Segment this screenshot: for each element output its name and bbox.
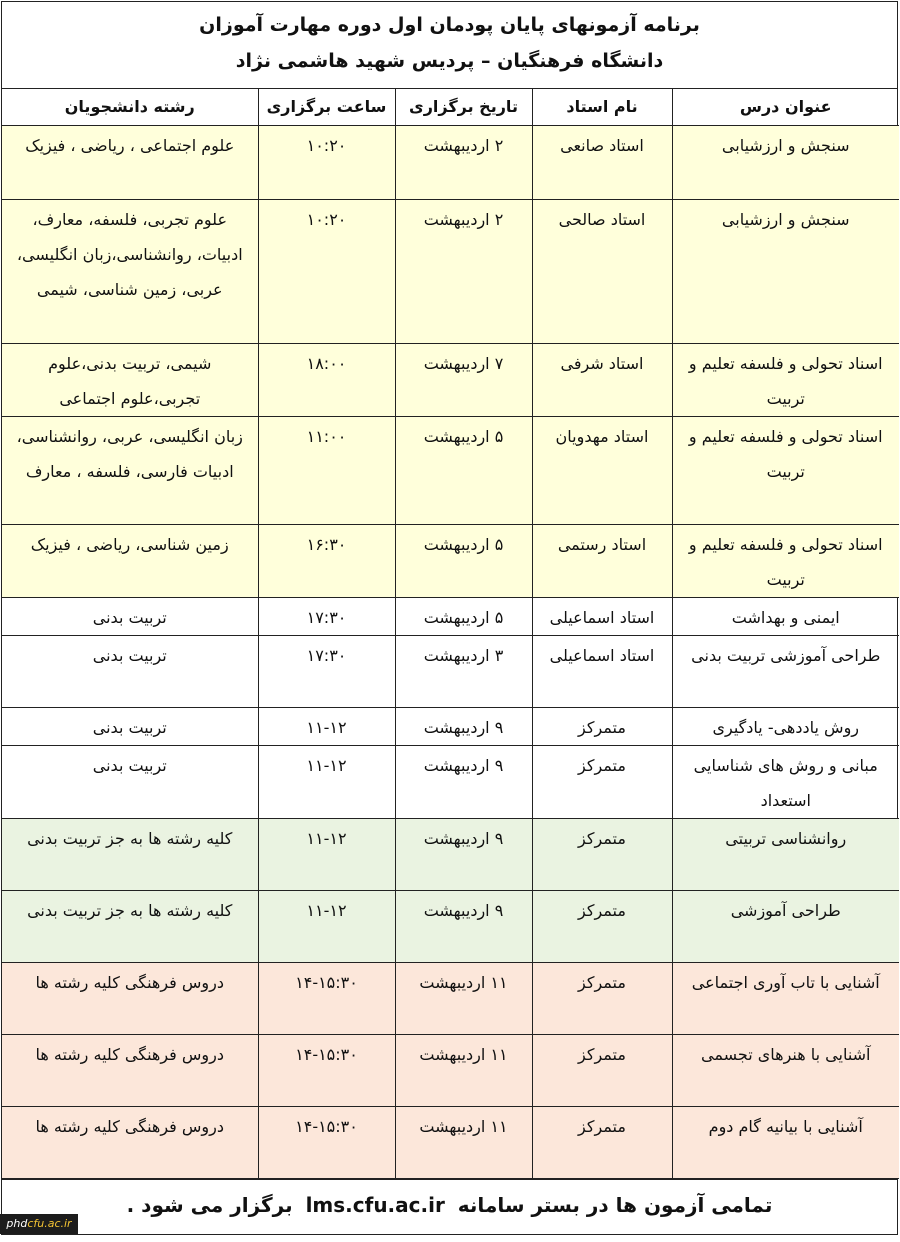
course-cell: سنجش و ارزشیابی bbox=[672, 199, 899, 343]
fields-cell: دروس فرهنگی کلیه رشته ها bbox=[2, 1106, 258, 1178]
time-cell: ۱۰:۲۰ bbox=[258, 199, 395, 343]
watermark-domain: cfu.ac.ir bbox=[27, 1217, 72, 1230]
title-line-1: برنامه آزمونهای پایان پودمان اول دوره مهارت آموزان bbox=[199, 14, 700, 36]
date-cell: ۹ اردیبهشت bbox=[395, 890, 532, 962]
fields-cell: دروس فرهنگی کلیه رشته ها bbox=[2, 1034, 258, 1106]
instructor-cell: استاد اسماعیلی bbox=[532, 635, 672, 707]
site-watermark bbox=[0, 1214, 78, 1234]
footer-text-after: برگزار می شود . bbox=[126, 1192, 293, 1217]
table-row bbox=[2, 890, 899, 962]
instructor-cell: استاد صانعی bbox=[532, 125, 672, 199]
time-cell: ۱۸:۰۰ bbox=[258, 343, 395, 416]
date-cell: ۷ اردیبهشت bbox=[395, 343, 532, 416]
table-row bbox=[2, 707, 899, 745]
date-cell: ۵ اردیبهشت bbox=[395, 416, 532, 524]
date-cell: ۱۱ اردیبهشت bbox=[395, 1034, 532, 1106]
course-cell: اسناد تحولی و فلسفه تعلیم و تربیت bbox=[672, 524, 899, 597]
course-cell: مبانی و روش های شناسایی استعداد bbox=[672, 745, 899, 818]
table-row bbox=[2, 635, 899, 707]
fields-cell: زبان انگلیسی، عربی، روانشناسی، ادبیات فارسی، فلسفه ، معارف bbox=[2, 416, 258, 524]
footer-text-before: تمامی آزمون ها در بستر سامانه bbox=[457, 1192, 773, 1217]
time-cell: ۱۴-۱۵:۳۰ bbox=[258, 1034, 395, 1106]
table-row bbox=[2, 1034, 899, 1106]
table-row bbox=[2, 818, 899, 890]
instructor-cell: استاد اسماعیلی bbox=[532, 597, 672, 635]
date-cell: ۵ اردیبهشت bbox=[395, 597, 532, 635]
schedule-table bbox=[2, 89, 899, 1179]
time-cell: ۱۴-۱۵:۳۰ bbox=[258, 1106, 395, 1178]
course-cell: آشنایی با بیانیه گام دوم bbox=[672, 1106, 899, 1178]
table-row bbox=[2, 125, 899, 199]
instructor-cell: استاد رستمی bbox=[532, 524, 672, 597]
time-cell: ۱۰:۲۰ bbox=[258, 125, 395, 199]
course-cell: آشنایی با تاب آوری اجتماعی bbox=[672, 962, 899, 1034]
table-row bbox=[2, 745, 899, 818]
date-cell: ۲ اردیبهشت bbox=[395, 199, 532, 343]
course-cell: سنجش و ارزشیابی bbox=[672, 125, 899, 199]
instructor-cell: متمرکز bbox=[532, 1034, 672, 1106]
fields-cell: تربیت بدنی bbox=[2, 707, 258, 745]
instructor-cell: متمرکز bbox=[532, 818, 672, 890]
course-cell: طراحی آموزشی تربیت بدنی bbox=[672, 635, 899, 707]
title-line-2: دانشگاه فرهنگیان – پردیس شهید هاشمی نژاد bbox=[235, 50, 664, 72]
instructor-cell: متمرکز bbox=[532, 707, 672, 745]
table-row bbox=[2, 199, 899, 343]
course-cell: طراحی آموزشی bbox=[672, 890, 899, 962]
time-cell: ۱۱:۰۰ bbox=[258, 416, 395, 524]
table-row bbox=[2, 1106, 899, 1178]
fields-cell: علوم اجتماعی ، ریاضی ، فیزیک bbox=[2, 125, 258, 199]
table-row bbox=[2, 962, 899, 1034]
time-cell: ۱۱-۱۲ bbox=[258, 818, 395, 890]
date-cell: ۱۱ اردیبهشت bbox=[395, 1106, 532, 1178]
date-cell: ۲ اردیبهشت bbox=[395, 125, 532, 199]
time-cell: ۱۱-۱۲ bbox=[258, 707, 395, 745]
fields-cell: کلیه رشته ها به جز تربیت بدنی bbox=[2, 818, 258, 890]
schedule-title bbox=[2, 2, 897, 89]
course-cell: روش یاددهی- یادگیری bbox=[672, 707, 899, 745]
date-cell: ۹ اردیبهشت bbox=[395, 745, 532, 818]
header-instructor: نام استاد bbox=[532, 89, 672, 125]
course-cell: ایمنی و بهداشت bbox=[672, 597, 899, 635]
date-cell: ۹ اردیبهشت bbox=[395, 707, 532, 745]
instructor-cell: متمرکز bbox=[532, 890, 672, 962]
lms-url-link[interactable]: lms.cfu.ac.ir bbox=[305, 1192, 445, 1217]
table-row bbox=[2, 597, 899, 635]
fields-cell: علوم تجربی، فلسفه، معارف، ادبیات، روانشناسی،زبان انگلیسی، عربی، زمین شناسی، شیمی bbox=[2, 199, 258, 343]
header-fields: رشته دانشجویان bbox=[2, 89, 258, 125]
table-row bbox=[2, 524, 899, 597]
fields-cell: زمین شناسی، ریاضی ، فیزیک bbox=[2, 524, 258, 597]
fields-cell: تربیت بدنی bbox=[2, 745, 258, 818]
fields-cell: تربیت بدنی bbox=[2, 635, 258, 707]
date-cell: ۹ اردیبهشت bbox=[395, 818, 532, 890]
time-cell: ۱۱-۱۲ bbox=[258, 745, 395, 818]
instructor-cell: استاد شرفی bbox=[532, 343, 672, 416]
instructor-cell: متمرکز bbox=[532, 1106, 672, 1178]
time-cell: ۱۷:۳۰ bbox=[258, 635, 395, 707]
exam-schedule-sheet bbox=[1, 1, 898, 1235]
instructor-cell: متمرکز bbox=[532, 962, 672, 1034]
fields-cell: شیمی، تربیت بدنی،علوم تجربی،علوم اجتماعی bbox=[2, 343, 258, 416]
table-row bbox=[2, 343, 899, 416]
time-cell: ۱۴-۱۵:۳۰ bbox=[258, 962, 395, 1034]
header-course: عنوان درس bbox=[672, 89, 899, 125]
time-cell: ۱۱-۱۲ bbox=[258, 890, 395, 962]
time-cell: ۱۶:۳۰ bbox=[258, 524, 395, 597]
fields-cell: دروس فرهنگی کلیه رشته ها bbox=[2, 962, 258, 1034]
footer-note bbox=[2, 1179, 897, 1234]
course-cell: آشنایی با هنرهای تجسمی bbox=[672, 1034, 899, 1106]
date-cell: ۳ اردیبهشت bbox=[395, 635, 532, 707]
course-cell: اسناد تحولی و فلسفه تعلیم و تربیت bbox=[672, 343, 899, 416]
fields-cell: تربیت بدنی bbox=[2, 597, 258, 635]
table-row bbox=[2, 416, 899, 524]
date-cell: ۵ اردیبهشت bbox=[395, 524, 532, 597]
course-cell: اسناد تحولی و فلسفه تعلیم و تربیت bbox=[672, 416, 899, 524]
date-cell: ۱۱ اردیبهشت bbox=[395, 962, 532, 1034]
header-time: ساعت برگزاری bbox=[258, 89, 395, 125]
header-row bbox=[2, 89, 899, 125]
time-cell: ۱۷:۳۰ bbox=[258, 597, 395, 635]
header-date: تاریخ برگزاری bbox=[395, 89, 532, 125]
watermark-prefix: phd bbox=[6, 1217, 28, 1230]
fields-cell: کلیه رشته ها به جز تربیت بدنی bbox=[2, 890, 258, 962]
course-cell: روانشناسی تربیتی bbox=[672, 818, 899, 890]
instructor-cell: استاد صالحی bbox=[532, 199, 672, 343]
instructor-cell: متمرکز bbox=[532, 745, 672, 818]
instructor-cell: استاد مهدویان bbox=[532, 416, 672, 524]
